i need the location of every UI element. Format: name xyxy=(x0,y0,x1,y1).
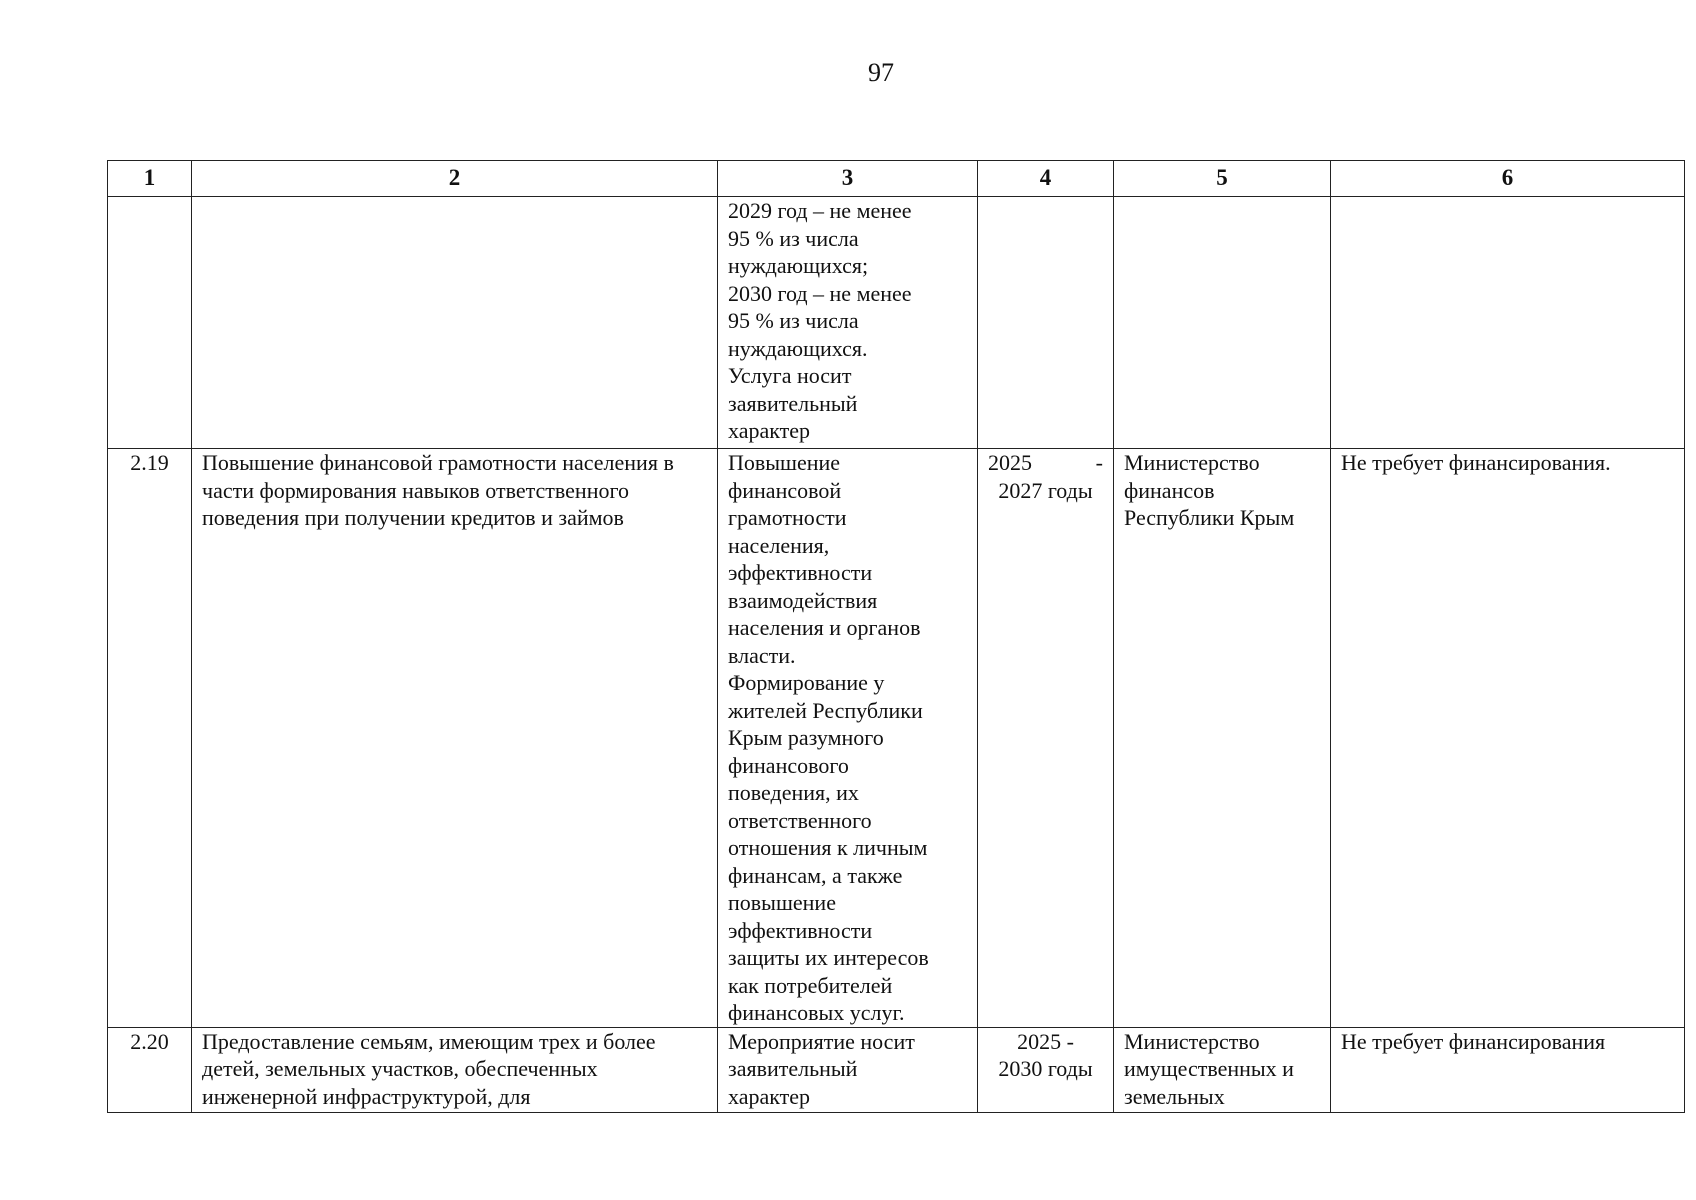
term-end: 2027 годы xyxy=(998,477,1093,503)
table-row xyxy=(108,1027,1685,1112)
measure-cell xyxy=(192,197,718,449)
term-cell xyxy=(978,449,1114,1028)
term-end: 2030 годы xyxy=(998,1056,1093,1081)
activities-table xyxy=(107,160,1685,1113)
term-cell xyxy=(978,197,1114,449)
term-start: 2025 - xyxy=(1017,1028,1074,1054)
measure-cell: Повышение финансовой грамотности населения в части формирования навыков ответственного поведения при получении кредитов и займов xyxy=(192,449,718,1028)
column-header-1: 1 xyxy=(108,161,192,197)
row-number-cell: 2.19 xyxy=(108,449,192,1028)
column-header-2: 2 xyxy=(192,161,718,197)
table-header-row xyxy=(108,161,1685,197)
column-header-5: 5 xyxy=(1114,161,1331,197)
row-number-cell xyxy=(108,197,192,449)
column-header-6: 6 xyxy=(1331,161,1685,197)
term-cell xyxy=(978,1027,1114,1112)
executor-cell xyxy=(1114,197,1331,449)
funding-cell xyxy=(1331,197,1685,449)
executor-cell: Министерство имущественных и земельных xyxy=(1114,1027,1331,1112)
measure-cell: Предоставление семьям, имеющим трех и более детей, земельных участков, обеспеченных инженерной инфраструктурой, для xyxy=(192,1027,718,1112)
funding-cell: Не требует финансирования xyxy=(1331,1027,1685,1112)
column-header-4: 4 xyxy=(978,161,1114,197)
result-cell: Повышение финансовой грамотности населения, эффективности взаимодействия населения и органов власти. Формирование у жителей Республики Крым разумного финансового поведения, их ответственного отношения к личным финансам, а также повышение эффективности защиты их интересов как потребителей финансовых услуг. xyxy=(718,449,978,1028)
executor-cell: Министерство финансов Республики Крым xyxy=(1114,449,1331,1028)
table-row xyxy=(108,197,1685,449)
page-number: 97 xyxy=(868,58,894,87)
term-start: 2025 - xyxy=(988,450,1103,475)
funding-cell: Не требует финансирования. xyxy=(1331,449,1685,1028)
result-cell: 2029 год – не менее 95 % из числа нуждающихся; 2030 год – не менее 95 % из числа нуждающихся. Услуга носит заявительный характер xyxy=(718,197,978,449)
result-cell: Мероприятие носит заявительный характер xyxy=(718,1027,978,1112)
column-header-3: 3 xyxy=(718,161,978,197)
table-row xyxy=(108,449,1685,1028)
row-number-cell: 2.20 xyxy=(108,1027,192,1112)
